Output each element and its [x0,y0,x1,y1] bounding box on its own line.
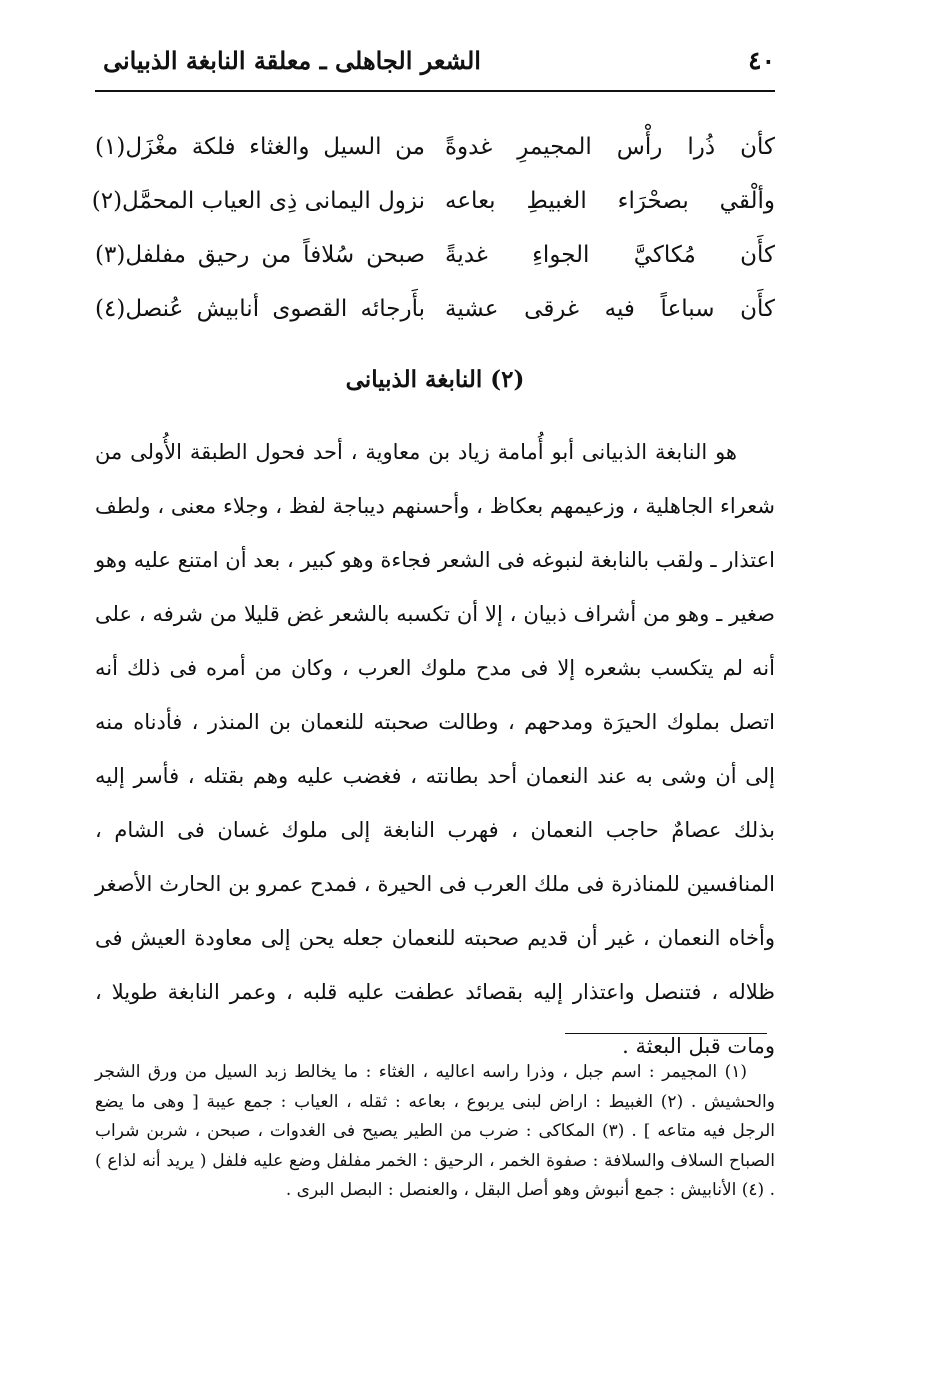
verse-second-hemistich: بأَرجائه القصوى أنابيش عُنصل(٤) [95,296,425,322]
biography-text [95,425,775,1073]
verse-second-hemistich: صبحن سُلافاً من رحيق مفلفل(٣) [95,242,425,268]
page-number: ٤٠ [748,45,775,75]
verse-second-hemistich: من السيل والغثاء فلكة مغْزَل(١) [95,134,425,160]
verse-first-hemistich: كأن ذُرا رأْس المجيمرِ غدوةً [445,134,775,160]
header-rule [95,90,775,92]
verse-line [91,174,775,228]
biography-paragraph: هو النابغة الذبيانى أبو أُمامة زياد بن معاوية ، أحد فحول الطبقة الأُولى من شعراء الجاهلية ، وزعيمهم بعكاظ ، وأحسنهم ديباجة لفظ ، وجلاء معنى ، ولطف اعتذار ـ ولقب بالنابغة لنبوغه فى الشعر فجاءة وهو كبير ، بعد أن امتنع عليه وهو صغير ـ وهو من أشراف ذبيان ، إلا أن تكسبه بالشعر غض قليلا من شرفه ، على أنه لم يتكسب بشعره إلا فى مدح ملوك العرب ، وكان من أمره فى ذلك أنه اتصل بملوك الحيرَة ومدحهم ، وطالت صحبته للنعمان بن المنذر ، فأدناه منه إلى أن وشى به عند النعمان أحد بطانته ، فغضب عليه وهم بقتله ، فأسر إليه بذلك عصامٌ حاجب النعمان ، فهرب النابغة إلى ملوك غسان فى الشام ، المنافسين للمناذرة فى ملك العرب فى الحيرة ، فمدح عمرو بن الحارث الأصغر وأخاه النعمان ، غير أن قديم صحبته للنعمان جعله يحن إلى معاودة العيش فى ظلاله ، فتنصل واعتذار إليه بقصائد عطفت عليه قلبه ، وعمر النابغة طويلا ، ومات قبل البعثة . [95,440,775,1058]
footnotes-paragraph: (١) المجيمر : اسم جبل ، وذرا راسه اعاليه ، الغثاء : ما يخالط زبد السيل من ورق الشجر والحشيش . (٢) الغبيط : اراض لبنى يربوع ، بعاعه : ثقله ، العياب : جمع عيبة [ وهى ما يضع الرجل فيه متاعه ] . (٣) المكاكى : ضرب من الطير يصيح فى الغدوات ، صبحن ، شربن شراب الصباح السلاف والسلافة : صفوة الخمر ، الرحيق : الخمر مفلفل وضع عليه فلفل ( يريد أنه لذاع ) . (٤) الأنابيش : جمع أنبوش وهو أصل البقل ، والعنصل : البصل البرى . [95,1062,775,1200]
verse-second-hemistich: نزول اليمانى ذِى العياب المحمَّل(٢) [91,188,425,214]
verse-first-hemistich: كأَن سباعاً فيه غرقى عشية [445,296,775,322]
running-title: الشعر الجاهلى ـ معلقة النابغة الذبيانى [103,45,481,75]
verse-first-hemistich: وألْقي بصحْرَاء الغبيطِ بعاعه [445,188,775,214]
section-title: (٢) النابغة الذبيانى [345,366,525,393]
page-header [95,38,775,82]
verse-first-hemistich: كأَن مُكاكيَّ الجواءِ غديةً [445,242,775,268]
footnotes [95,1058,775,1206]
verse-line [95,120,775,174]
verse-line [95,228,775,282]
footnote-rule [565,1033,767,1034]
poem-verses [91,120,775,336]
verse-line [95,282,775,336]
